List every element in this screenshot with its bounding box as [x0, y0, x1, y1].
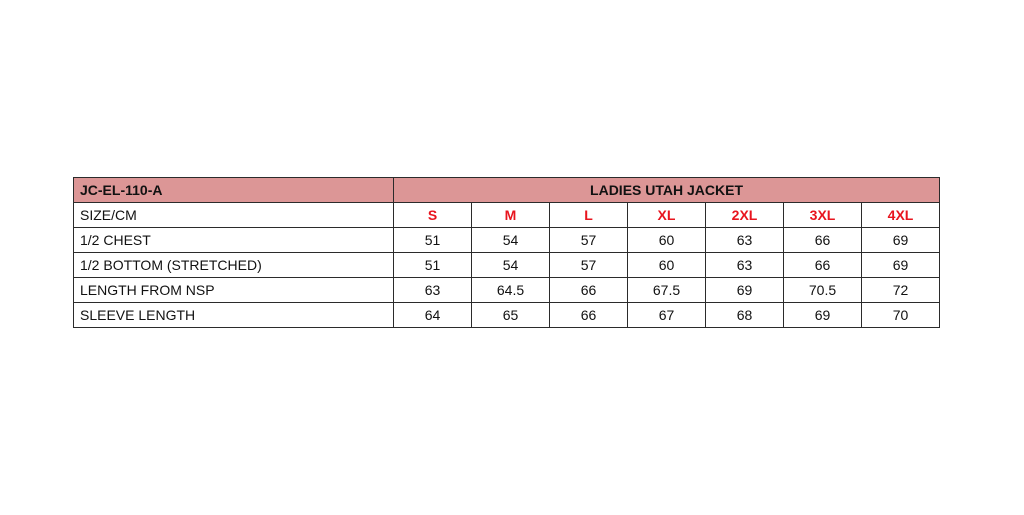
table-cell: 69: [784, 303, 862, 328]
table-cell: 54: [472, 228, 550, 253]
size-header-s: S: [394, 203, 472, 228]
header-row: [74, 178, 940, 203]
table-cell: 69: [862, 253, 940, 278]
table-row: [74, 228, 940, 253]
table-cell: 69: [706, 278, 784, 303]
table-cell: 60: [628, 253, 706, 278]
table-cell: 70.5: [784, 278, 862, 303]
table-cell: 51: [394, 253, 472, 278]
row-label: 1/2 BOTTOM (STRETCHED): [74, 253, 394, 278]
table-cell: 66: [550, 278, 628, 303]
style-code: JC-EL-110-A: [74, 178, 394, 203]
table-cell: 57: [550, 253, 628, 278]
size-header-l: L: [550, 203, 628, 228]
size-row: [74, 203, 940, 228]
table-cell: 64: [394, 303, 472, 328]
size-header-xl: XL: [628, 203, 706, 228]
table-cell: 66: [784, 253, 862, 278]
table-cell: 69: [862, 228, 940, 253]
size-header-3xl: 3XL: [784, 203, 862, 228]
table-cell: 66: [550, 303, 628, 328]
table-row: [74, 303, 940, 328]
table-cell: 63: [706, 228, 784, 253]
product-title: LADIES UTAH JACKET: [394, 178, 940, 203]
size-row-label: SIZE/CM: [74, 203, 394, 228]
size-chart-table: [73, 177, 940, 328]
table-cell: 72: [862, 278, 940, 303]
size-header-m: M: [472, 203, 550, 228]
table-cell: 63: [706, 253, 784, 278]
row-label: LENGTH FROM NSP: [74, 278, 394, 303]
table-cell: 67.5: [628, 278, 706, 303]
table-cell: 70: [862, 303, 940, 328]
table-cell: 63: [394, 278, 472, 303]
table-cell: 54: [472, 253, 550, 278]
table-row: [74, 278, 940, 303]
table-cell: 65: [472, 303, 550, 328]
table-row: [74, 253, 940, 278]
size-header-2xl: 2XL: [706, 203, 784, 228]
row-label: 1/2 CHEST: [74, 228, 394, 253]
table-cell: 60: [628, 228, 706, 253]
table-cell: 68: [706, 303, 784, 328]
table-cell: 57: [550, 228, 628, 253]
table-cell: 64.5: [472, 278, 550, 303]
table-cell: 66: [784, 228, 862, 253]
row-label: SLEEVE LENGTH: [74, 303, 394, 328]
table-cell: 51: [394, 228, 472, 253]
table-cell: 67: [628, 303, 706, 328]
size-header-4xl: 4XL: [862, 203, 940, 228]
